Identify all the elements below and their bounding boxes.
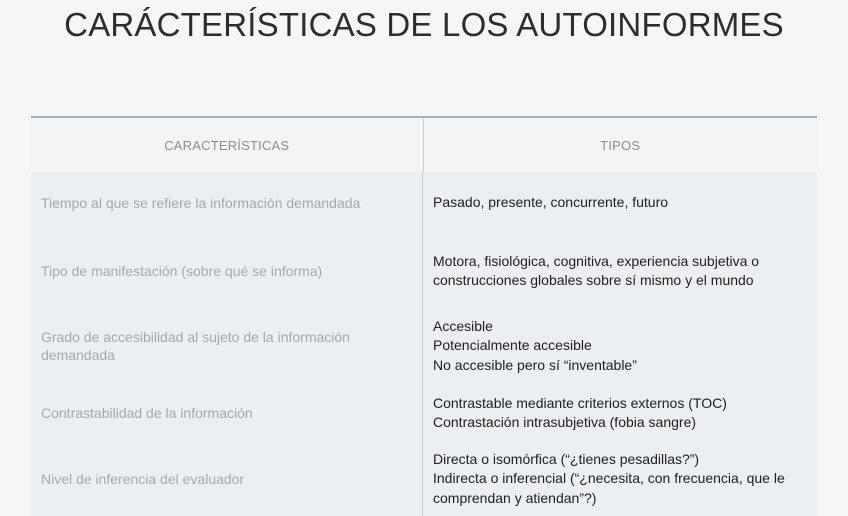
characteristic-cell: Grado de accesibilidad al sujeto de la información demandada <box>31 308 423 384</box>
table-row <box>31 384 817 442</box>
type-line: No accesible pero sí “inventable” <box>433 356 637 373</box>
types-cell <box>423 308 817 384</box>
characteristic-cell: Nivel de inferencia del evaluador <box>31 442 423 516</box>
type-line: Pasado, presente, concurrente, futuro <box>433 194 669 211</box>
types-cell <box>423 234 817 308</box>
header-characteristics: CARACTERÍSTICAS <box>31 118 424 172</box>
characteristics-table <box>31 116 817 516</box>
type-line: Potencialmente accesible <box>433 337 592 354</box>
characteristic-cell: Tipo de manifestación (sobre qué se informa) <box>31 234 423 308</box>
types-cell <box>423 442 817 516</box>
table-row <box>31 308 817 384</box>
type-line: Indirecta o inferencial (“¿necesita, con frecuencia, que le comprendan y atiendan”?) <box>433 470 785 506</box>
table-row <box>31 234 817 308</box>
header-types: TIPOS <box>600 137 641 153</box>
type-line: Directa o isomórfica (“¿tienes pesadillas?”) <box>433 450 700 467</box>
type-line: Contrastación intrasubjetiva (fobia sangre) <box>433 414 697 430</box>
table-header-row <box>31 118 817 172</box>
table-body <box>31 172 817 516</box>
types-cell <box>423 172 817 234</box>
table-row <box>31 172 817 234</box>
type-line: Contrastable mediante criterios externos (TOC) <box>433 394 727 411</box>
characteristic-cell: Contrastabilidad de la información <box>31 384 423 442</box>
slide-title: CARÁCTERÍSTICAS DE LOS AUTOINFORMES <box>64 6 784 43</box>
characteristic-cell: Tiempo al que se refiere la información demandada <box>31 172 423 234</box>
types-cell <box>423 384 817 442</box>
type-line: Accesible <box>433 317 493 334</box>
table-row <box>31 442 817 516</box>
type-line: Motora, fisiológica, cognitiva, experiencia subjetiva o construcciones globales sobre sí mismo y el mundo <box>433 252 760 288</box>
